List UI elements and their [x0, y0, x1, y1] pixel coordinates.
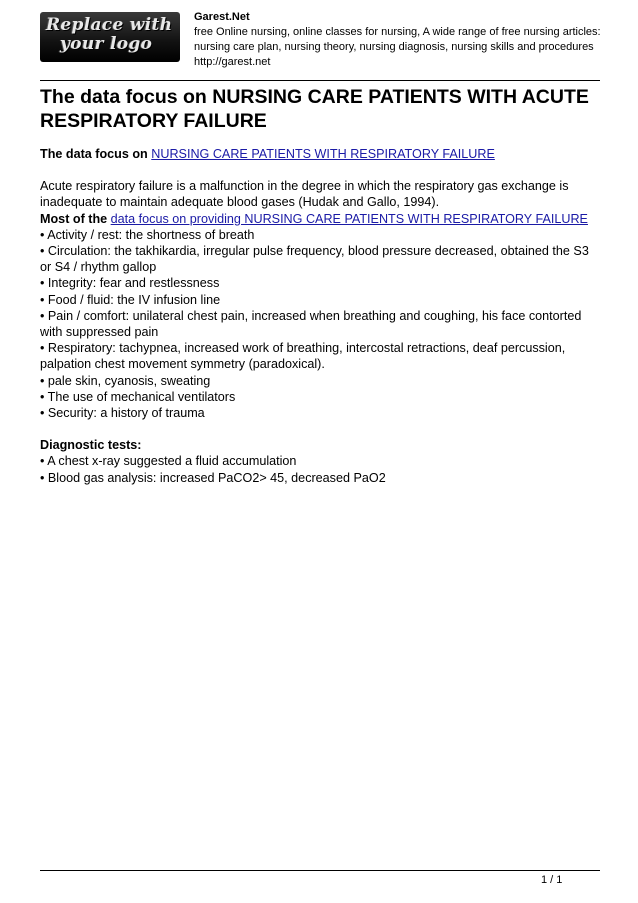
site-info	[194, 10, 604, 70]
article-body	[40, 146, 600, 486]
logo-text	[46, 16, 176, 54]
article-title: The data focus on NURSING CARE PATIENTS WITH ACUTE RESPIRATORY FAILURE	[40, 86, 589, 132]
diagnostic-heading: Diagnostic tests:	[40, 438, 142, 453]
bullet-item: • Food / fluid: the IV infusion line	[40, 292, 221, 307]
most-of-prefix: Most of the	[40, 211, 111, 226]
bullet-item: • Activity / rest: the shortness of breath	[40, 227, 255, 242]
page-number: 1 / 1	[541, 874, 563, 886]
bullet-item: • Pain / comfort: unilateral chest pain, increased when breathing and coughing, his face contorted with suppressed pain	[40, 308, 582, 340]
diagnostic-item: • A chest x-ray suggested a fluid accumulation	[40, 454, 297, 469]
definition-paragraph: Acute respiratory failure is a malfunction in the degree in which the respiratory gas exchange is inadequate to maintain adequate blood gases (Hudak and Gallo, 1994).	[40, 179, 569, 210]
spacer	[40, 421, 600, 437]
bullet-item: • Respiratory: tachypnea, increased work of breathing, intercostal retractions, deaf percussion, palpation chest movement symmetry (paradoxical).	[40, 341, 566, 372]
bullet-item: • Integrity: fear and restlessness	[40, 276, 220, 291]
header-divider	[40, 80, 600, 81]
intro-line	[40, 146, 600, 162]
footer-divider	[40, 870, 600, 871]
logo-line-2: your logo	[60, 34, 153, 54]
intro-prefix: The data focus on	[40, 147, 152, 161]
most-of-link[interactable]: data focus on providing NURSING CARE PATIENTS WITH RESPIRATORY FAILURE	[110, 211, 588, 226]
page-header	[40, 10, 600, 80]
logo-placeholder	[40, 12, 180, 62]
bullet-item: • pale skin, cyanosis, sweating	[40, 373, 211, 388]
diagnostic-item: • Blood gas analysis: increased PaCO2> 45, decreased PaO2	[40, 470, 386, 485]
site-description: free Online nursing, online classes for nursing, A wide range of free nursing articles: nursing care plan, nursing theory, nursing diagnosis, nursing skills and procedures	[194, 26, 601, 53]
site-name: Garest.Net	[194, 11, 250, 23]
logo-line-1: Replace with	[46, 15, 173, 35]
bullet-item: • Circulation: the takhikardia, irregular pulse frequency, blood pressure decreased, obtained the S3 or S4 / rhythm gallop	[40, 244, 589, 275]
site-url: http://garest.net	[194, 56, 271, 68]
most-of-line	[40, 211, 600, 227]
spacer	[40, 162, 600, 178]
bullet-item: • Security: a history of trauma	[40, 406, 205, 421]
bullet-item: • The use of mechanical ventilators	[40, 389, 236, 404]
intro-link[interactable]: NURSING CARE PATIENTS WITH RESPIRATORY FAILURE	[151, 147, 495, 161]
